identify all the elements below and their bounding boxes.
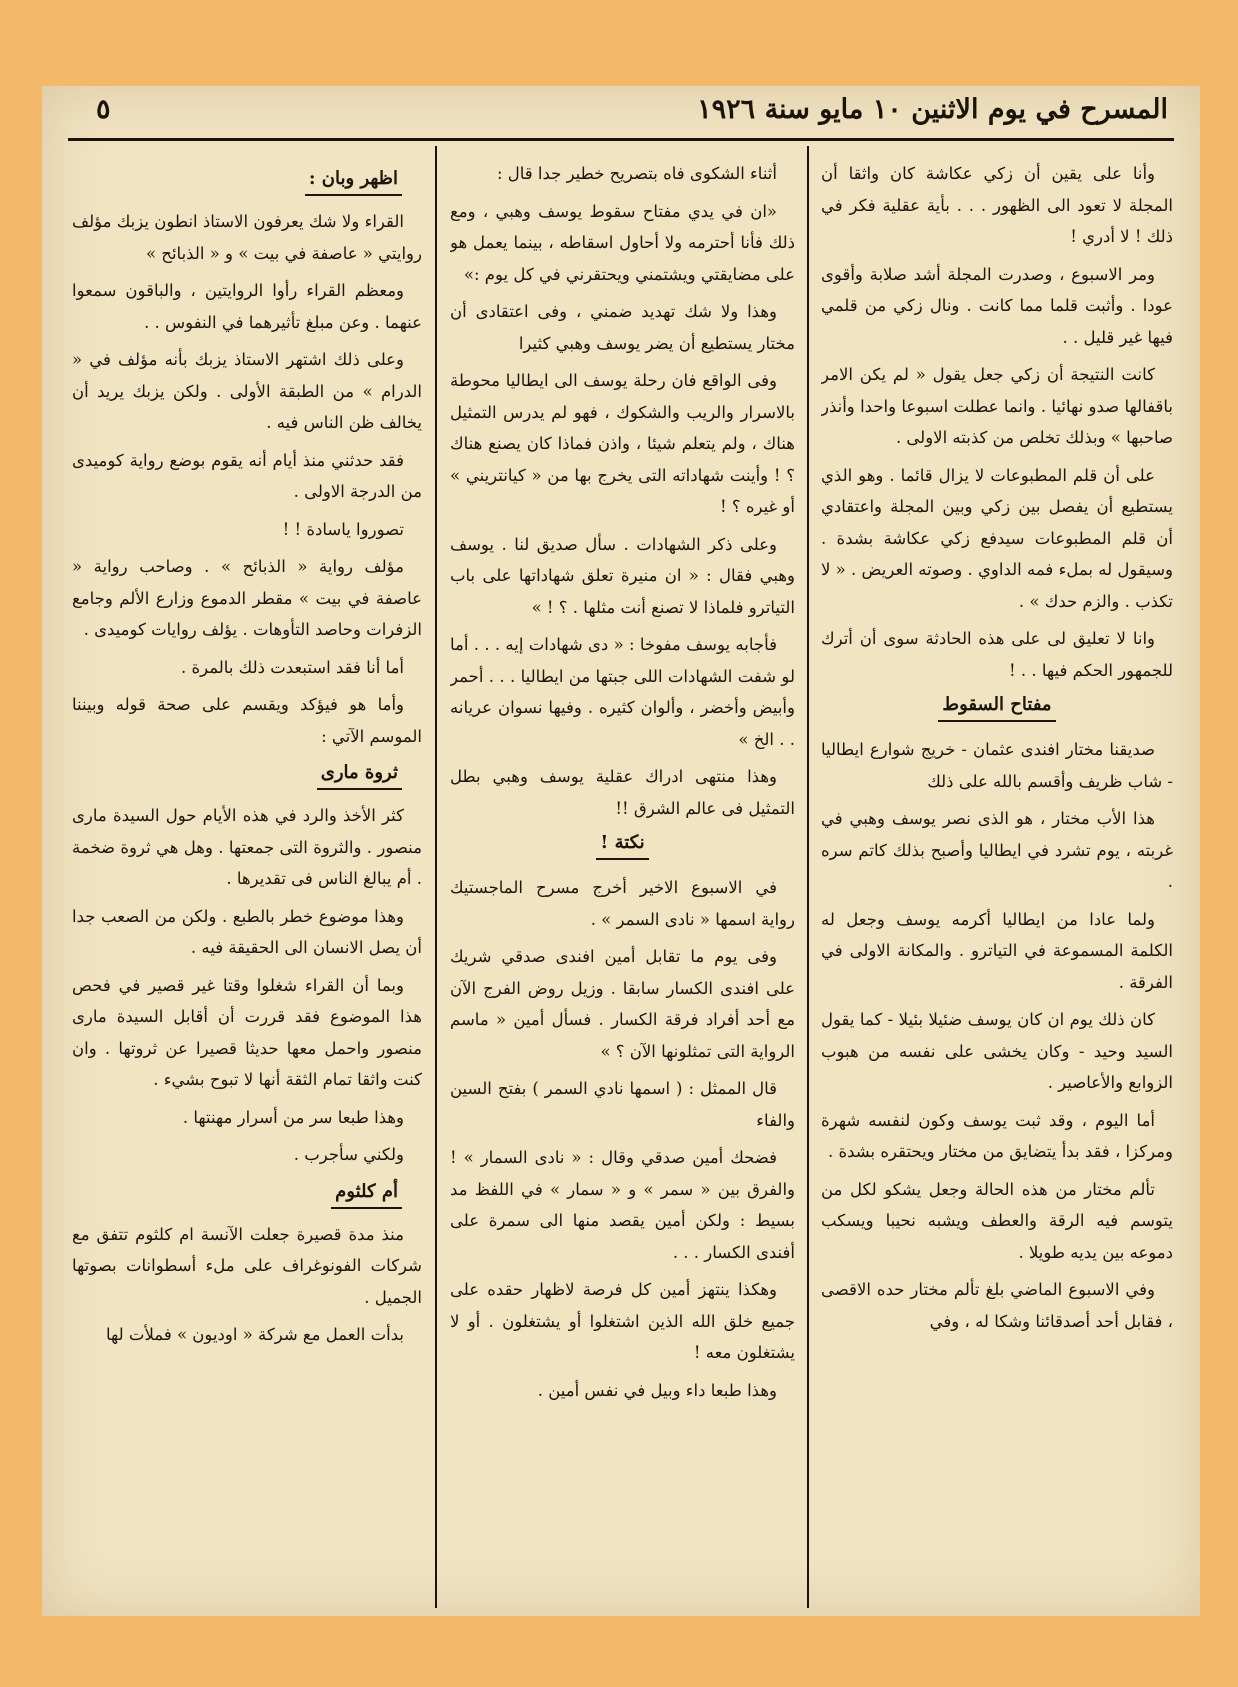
paragraph: كان ذلك يوم ان كان يوسف ضئيلا بئيلا - كما يقول السيد وحيد - وكان يخشى على نفسه من هبوب الزوابع والأعاصير . xyxy=(821,1010,1173,1092)
paragraph: وبما أن القراء شغلوا وقتا غير قصير في فحص هذا الموضوع فقد قررت أن أقابل السيدة مارى منصور واحمل معها حديثا قصيرا عن ثروتها . وان كنت واثقا تمام الثقة أنها لا تبوح بشيء . xyxy=(72,975,422,1089)
paragraph: ومر الاسبوع ، وصدرت المجلة أشد صلابة وأقوى عودا . وأثبت قلما مما كانت . ونال زكي من قلمي فيها غير قليل . . xyxy=(821,264,1173,347)
section-heading: ثروة مارى xyxy=(317,760,402,790)
paragraph: وهذا موضوع خطر بالطبع . ولكن من الصعب جدا أن يصل الانسان الى الحقيقة فيه . xyxy=(72,906,422,957)
paragraph: وهذا منتهى ادراك عقلية يوسف وهبي بطل التمثيل فى عالم الشرق !! xyxy=(450,767,795,818)
paragraph: بدأت العمل مع شركة « اوديون » فملأت لها xyxy=(106,1325,404,1344)
paragraph: تصوروا ياسادة ! ! xyxy=(282,519,404,539)
paragraph: ولما عادا من ايطاليا أكرمه يوسف وجعل له الكلمة المسموعة في التياترو . والمكانة الاولى في الفرقة . xyxy=(821,909,1173,992)
paragraph: منذ مدة قصيرة جعلت الآنسة ام كلثوم تتفق مع شركات الفونوغراف على ملء أسطوانات بصوتها الجميل . xyxy=(72,1224,422,1307)
paragraph: وفي الاسبوع الماضي بلغ تألم مختار حده الاقصى ، فقابل أحد أصدقائنا وشكا له ، وفي xyxy=(821,1280,1173,1331)
paragraph: القراء ولا شك يعرفون الاستاذ انطون يزبك مؤلف روايتي « عاصفة في بيت » و « الذبائح » xyxy=(72,212,422,263)
section-heading: اظهر وبان : xyxy=(305,166,402,196)
paragraph: صديقنا مختار افندى عثمان - خريج شوارع ايطاليا - شاب ظريف وأقسم بالله على ذلك xyxy=(821,740,1173,791)
paragraph: قال الممثل : ( اسمها نادي السمر ) بفتح السين والفاء xyxy=(450,1079,795,1130)
paragraph: وأنا على يقين أن زكي عكاشة كان واثقا أن المجلة لا تعود الى الظهور . . . بأية عقلية فكر في ذلك ! لا أدري ! xyxy=(821,164,1173,246)
paragraph: وهذا طبعا سر من أسرار مهنتها . xyxy=(182,1107,404,1127)
column-divider-right xyxy=(807,146,809,1608)
paragraph: فضحك أمين صدقي وقال : « نادى السمار » ! والفرق بين « سمر » و « سمار » في اللفظ مد بسيط : ولكن أمين يقصد منها الى سمرة على أفندى الكسار . . . xyxy=(450,1148,795,1262)
paragraph: كثر الأخذ والرد في هذه الأيام حول السيدة مارى منصور . والثروة التى جمعتها . وهل هي ثروة ضخمة . أم يبالغ الناس فى تقديرها . xyxy=(72,806,422,888)
article-column-middle xyxy=(450,158,795,1610)
paragraph: وعلى ذكر الشهادات . سأل صديق لنا . يوسف وهبي فقال : « ان منيرة تعلق شهاداتها على باب التياترو فلماذا لا تصنع أنت مثلها . ؟ ! » xyxy=(450,534,795,617)
paragraph: تألم مختار من هذه الحالة وجعل يشكو لكل من يتوسم فيه الرقة والعطف ويشبه نحيبا ويسكب دموعه بين يديه طويلا . xyxy=(821,1179,1173,1262)
article-column-right xyxy=(821,158,1173,1610)
paragraph: وفى الواقع فان رحلة يوسف الى ايطاليا محوطة بالاسرار والريب والشكوك ، فهو لم يدرس التمثيل هناك ، ولم يتعلم شيئا ، واذن فماذا كان يصنع هناك ؟ ! وأينت شهاداته التى يخرج بها من « كيانتريني » أو غيره ؟ ! xyxy=(450,371,795,516)
paragraph: ولكني سأجرب . xyxy=(293,1145,404,1164)
paragraph: وهذا ولا شك تهديد ضمني ، وفى اعتقادى أن مختار يستطيع أن يضر يوسف وهبي كثيرا xyxy=(450,302,795,353)
paragraph: كانت النتيجة أن زكي جعل يقول « لم يكن الامر باقفالها صدو نهائيا . وانما عطلت اسبوعا واحدا وأنذر صاحبها » وبذلك تخلص من كذبته الاولى . xyxy=(821,365,1173,447)
paragraph: أما أنا فقد استبعدت ذلك بالمرة . xyxy=(181,657,404,677)
paragraph: وانا لا تعليق لى على هذه الحادثة سوى أن أترك للجمهور الحكم فيها . . ! xyxy=(821,629,1173,680)
paragraph: أثناء الشكوى فاه بتصريح خطير جدا قال : xyxy=(496,164,777,183)
column-divider-left xyxy=(435,146,437,1608)
newspaper-page xyxy=(42,86,1200,1616)
page-number: ٥ xyxy=(96,94,111,125)
section-heading: أم كلثوم xyxy=(331,1179,402,1209)
paragraph: «ان في يدي مفتاح سقوط يوسف وهبي ، ومع ذلك فأنا أحترمه ولا أحاول اسقاطه ، بينما يعمل هو على مضايقتي ويشتمني ويحتقرني في كل يوم :» xyxy=(450,201,795,284)
paragraph: وأما هو فيؤكد ويقسم على صحة قوله وبيننا الموسم الآتي : xyxy=(72,695,422,746)
section-heading: مفتاح السقوط xyxy=(938,692,1055,722)
paragraph: وهكذا ينتهز أمين كل فرصة لاظهار حقده على جميع خلق الله الذين اشتغلوا أو يشتغلون . أو لا يشتغلون معه ! xyxy=(450,1280,795,1362)
masthead-rule xyxy=(68,138,1174,141)
paragraph: وهذا طبعا داء وبيل في نفس أمين . xyxy=(537,1380,777,1400)
paragraph: فأجابه يوسف مفوخا : « دى شهادات إيه . . . أما لو شفت الشهادات اللى جبتها من ايطاليا . . . أحمر وأبيض وأخضر ، وألوان كثيره . وفيها نسوان عريانه . . الخ » xyxy=(450,635,795,749)
section-heading: نكتة ! xyxy=(596,830,648,860)
paragraph: مؤلف رواية « الذبائح » . وصاحب رواية « عاصفة في بيت » مقطر الدموع وزارع الألم وجامع الزفرات وحاصد التأوهات . يؤلف روايات كوميدى . xyxy=(72,557,422,639)
paragraph: على أن قلم المطبوعات لا يزال قائما . وهو الذي يستطيع أن يفصل بين زكي وبين المجلة واعتقادي أن قلم المطبوعات سيدفع زكي عكاشة بشدة . وسيقول له بملء فمه الداوي . وصوته العريض . « لا تكذب . والزم حدك » . xyxy=(821,465,1173,611)
paragraph: ومعظم القراء رأوا الروايتين ، والباقون سمعوا عنهما . وعن مبلغ تأثيرهما في النفوس . . xyxy=(72,281,422,332)
paragraph: أما اليوم ، وقد ثبت يوسف وكون لنفسه شهرة ومركزا ، فقد بدأ يتضايق من مختار ويحتقره بشدة . xyxy=(821,1110,1173,1161)
paragraph: وعلى ذلك اشتهر الاستاذ يزبك بأنه مؤلف في « الدرام » من الطبقة الأولى . ولكن يزبك يريد أن يخالف ظن الناس فيه . xyxy=(72,350,422,432)
masthead-title: المسرح في يوم الاثنين ١٠ مايو سنة ١٩٢٦ xyxy=(697,94,1168,125)
paragraph: هذا الأب مختار ، هو الذى نصر يوسف وهبي في غربته ، يوم تشرد في ايطاليا وأصبح بذلك كاتم سره . xyxy=(821,809,1173,891)
paragraph: في الاسبوع الاخير أخرج مسرح الماجستيك رواية اسمها « نادى السمر » . xyxy=(450,878,795,929)
paragraph: وفى يوم ما تقابل أمين افندى صدقي شريك على افندى الكسار سابقا . وزيل روض الفرج الآن مع أحد أفراد فرقة الكسار . فسأل أمين « ماسم الرواية التى تمثلونها الآن ؟ » xyxy=(450,947,795,1061)
paragraph: فقد حدثني منذ أيام أنه يقوم بوضع رواية كوميدى من الدرجة الاولى . xyxy=(72,450,422,501)
article-column-left xyxy=(72,158,422,1610)
masthead xyxy=(68,92,1174,138)
